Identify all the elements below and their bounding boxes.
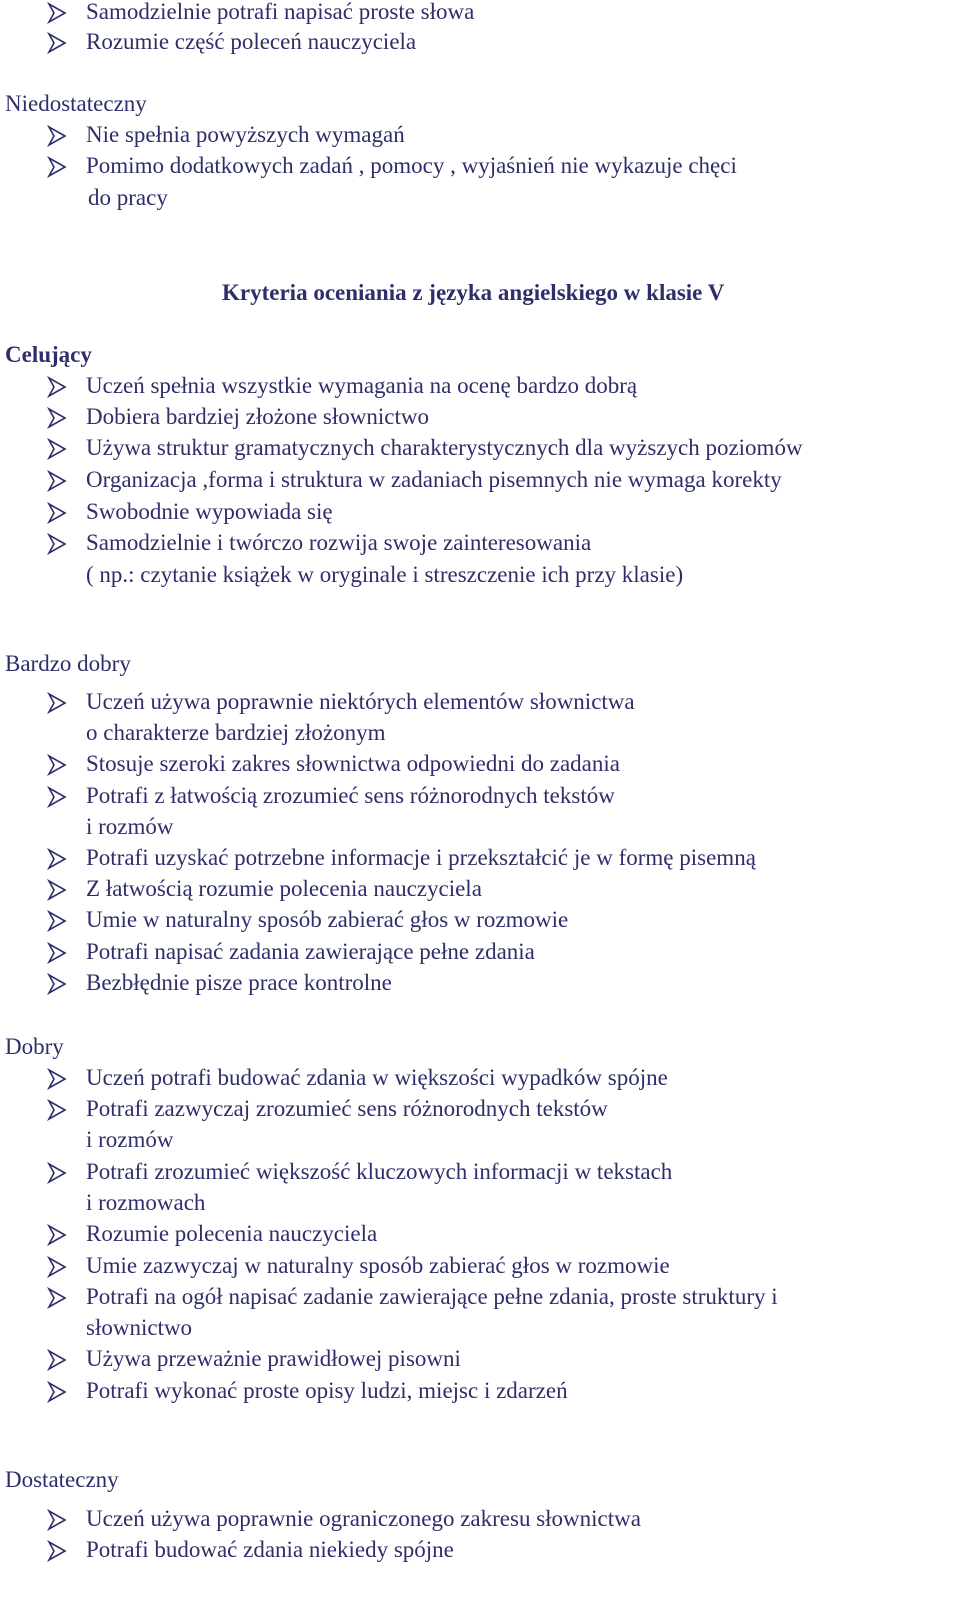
- list-item: Rozumie część poleceń nauczyciela: [86, 29, 417, 54]
- arrowhead-bullet-icon: [46, 1162, 68, 1184]
- list-item: Swobodnie wypowiada się: [86, 499, 333, 524]
- list-item: Potrafi uzyskać potrzebne informacje i przekształcić je w formę pisemną: [86, 845, 756, 870]
- arrowhead-bullet-icon: [46, 1381, 68, 1403]
- list-item: Umie w naturalny sposób zabierać głos w rozmowie: [86, 907, 569, 932]
- arrowhead-bullet-icon: [46, 973, 68, 995]
- arrowhead-bullet-icon: [46, 1540, 68, 1562]
- list-item: Uczeń spełnia wszystkie wymagania na ocenę bardzo dobrą: [86, 373, 638, 398]
- arrowhead-bullet-icon: [46, 1287, 68, 1309]
- grade-heading-celujacy: Celujący: [5, 342, 92, 367]
- list-item: Potrafi na ogół napisać zadanie zawierające pełne zdania, proste struktury i: [86, 1284, 778, 1309]
- arrowhead-bullet-icon: [46, 754, 68, 776]
- list-item-continuation: słownictwo: [86, 1315, 193, 1340]
- list-item: Uczeń potrafi budować zdania w większości wypadków spójne: [86, 1065, 668, 1090]
- grade-heading-bardzo-dobry: Bardzo dobry: [5, 651, 131, 676]
- arrowhead-bullet-icon: [46, 848, 68, 870]
- arrowhead-bullet-icon: [46, 125, 68, 147]
- grade-heading-dostateczny: Dostateczny: [5, 1467, 119, 1492]
- grade-heading-niedostateczny: Niedostateczny: [5, 91, 147, 116]
- list-item: Potrafi zrozumieć większość kluczowych informacji w tekstach: [86, 1159, 673, 1184]
- arrowhead-bullet-icon: [46, 32, 68, 54]
- list-item: Stosuje szeroki zakres słownictwa odpowiedni do zadania: [86, 751, 620, 776]
- arrowhead-bullet-icon: [46, 1068, 68, 1090]
- list-item: Samodzielnie i twórczo rozwija swoje zainteresowania: [86, 530, 592, 555]
- grade-heading-dobry: Dobry: [5, 1034, 64, 1059]
- list-item: Używa przeważnie prawidłowej pisowni: [86, 1346, 461, 1371]
- arrowhead-bullet-icon: [46, 502, 68, 524]
- arrowhead-bullet-icon: [46, 692, 68, 714]
- list-item-continuation: o charakterze bardziej złożonym: [86, 720, 386, 745]
- list-item: Organizacja ,forma i struktura w zadaniach pisemnych nie wymaga korekty: [86, 467, 782, 492]
- list-item: Potrafi z łatwością zrozumieć sens różnorodnych tekstów: [86, 783, 615, 808]
- document-title: Kryteria oceniania z języka angielskiego w klasie V: [222, 280, 725, 305]
- arrowhead-bullet-icon: [46, 2, 68, 24]
- list-item: Potrafi zazwyczaj zrozumieć sens różnorodnych tekstów: [86, 1096, 608, 1121]
- list-item: Używa struktur gramatycznych charakterystycznych dla wyższych poziomów: [86, 435, 803, 460]
- list-item: Nie spełnia powyższych wymagań: [86, 122, 405, 147]
- arrowhead-bullet-icon: [46, 376, 68, 398]
- arrowhead-bullet-icon: [46, 1099, 68, 1121]
- arrowhead-bullet-icon: [46, 910, 68, 932]
- arrowhead-bullet-icon: [46, 1256, 68, 1278]
- list-item: Bezbłędnie pisze prace kontrolne: [86, 970, 392, 995]
- list-item-continuation: i rozmów: [86, 814, 174, 839]
- arrowhead-bullet-icon: [46, 438, 68, 460]
- list-item: Samodzielnie potrafi napisać proste słowa: [86, 0, 475, 24]
- arrowhead-bullet-icon: [46, 470, 68, 492]
- list-item: Rozumie polecenia nauczyciela: [86, 1221, 378, 1246]
- arrowhead-bullet-icon: [46, 786, 68, 808]
- list-item-continuation: i rozmów: [86, 1127, 174, 1152]
- list-item: Dobiera bardziej złożone słownictwo: [86, 404, 429, 429]
- arrowhead-bullet-icon: [46, 879, 68, 901]
- list-item-continuation: do pracy: [88, 185, 168, 210]
- list-item-continuation: ( np.: czytanie książek w oryginale i streszczenie ich przy klasie): [86, 562, 684, 587]
- list-item: Umie zazwyczaj w naturalny sposób zabierać głos w rozmowie: [86, 1253, 670, 1278]
- list-item: Potrafi budować zdania niekiedy spójne: [86, 1537, 454, 1562]
- list-item: Potrafi wykonać proste opisy ludzi, miejsc i zdarzeń: [86, 1378, 568, 1403]
- list-item-continuation: i rozmowach: [86, 1190, 206, 1215]
- list-item: Z łatwością rozumie polecenia nauczyciela: [86, 876, 482, 901]
- list-item: Uczeń używa poprawnie ograniczonego zakresu słownictwa: [86, 1506, 641, 1531]
- arrowhead-bullet-icon: [46, 407, 68, 429]
- list-item: Potrafi napisać zadania zawierające pełne zdania: [86, 939, 535, 964]
- arrowhead-bullet-icon: [46, 156, 68, 178]
- arrowhead-bullet-icon: [46, 1509, 68, 1531]
- list-item: Pomimo dodatkowych zadań , pomocy , wyjaśnień nie wykazuje chęci: [86, 153, 737, 178]
- arrowhead-bullet-icon: [46, 1349, 68, 1371]
- arrowhead-bullet-icon: [46, 1224, 68, 1246]
- list-item: Uczeń używa poprawnie niektórych elementów słownictwa: [86, 689, 635, 714]
- arrowhead-bullet-icon: [46, 942, 68, 964]
- arrowhead-bullet-icon: [46, 533, 68, 555]
